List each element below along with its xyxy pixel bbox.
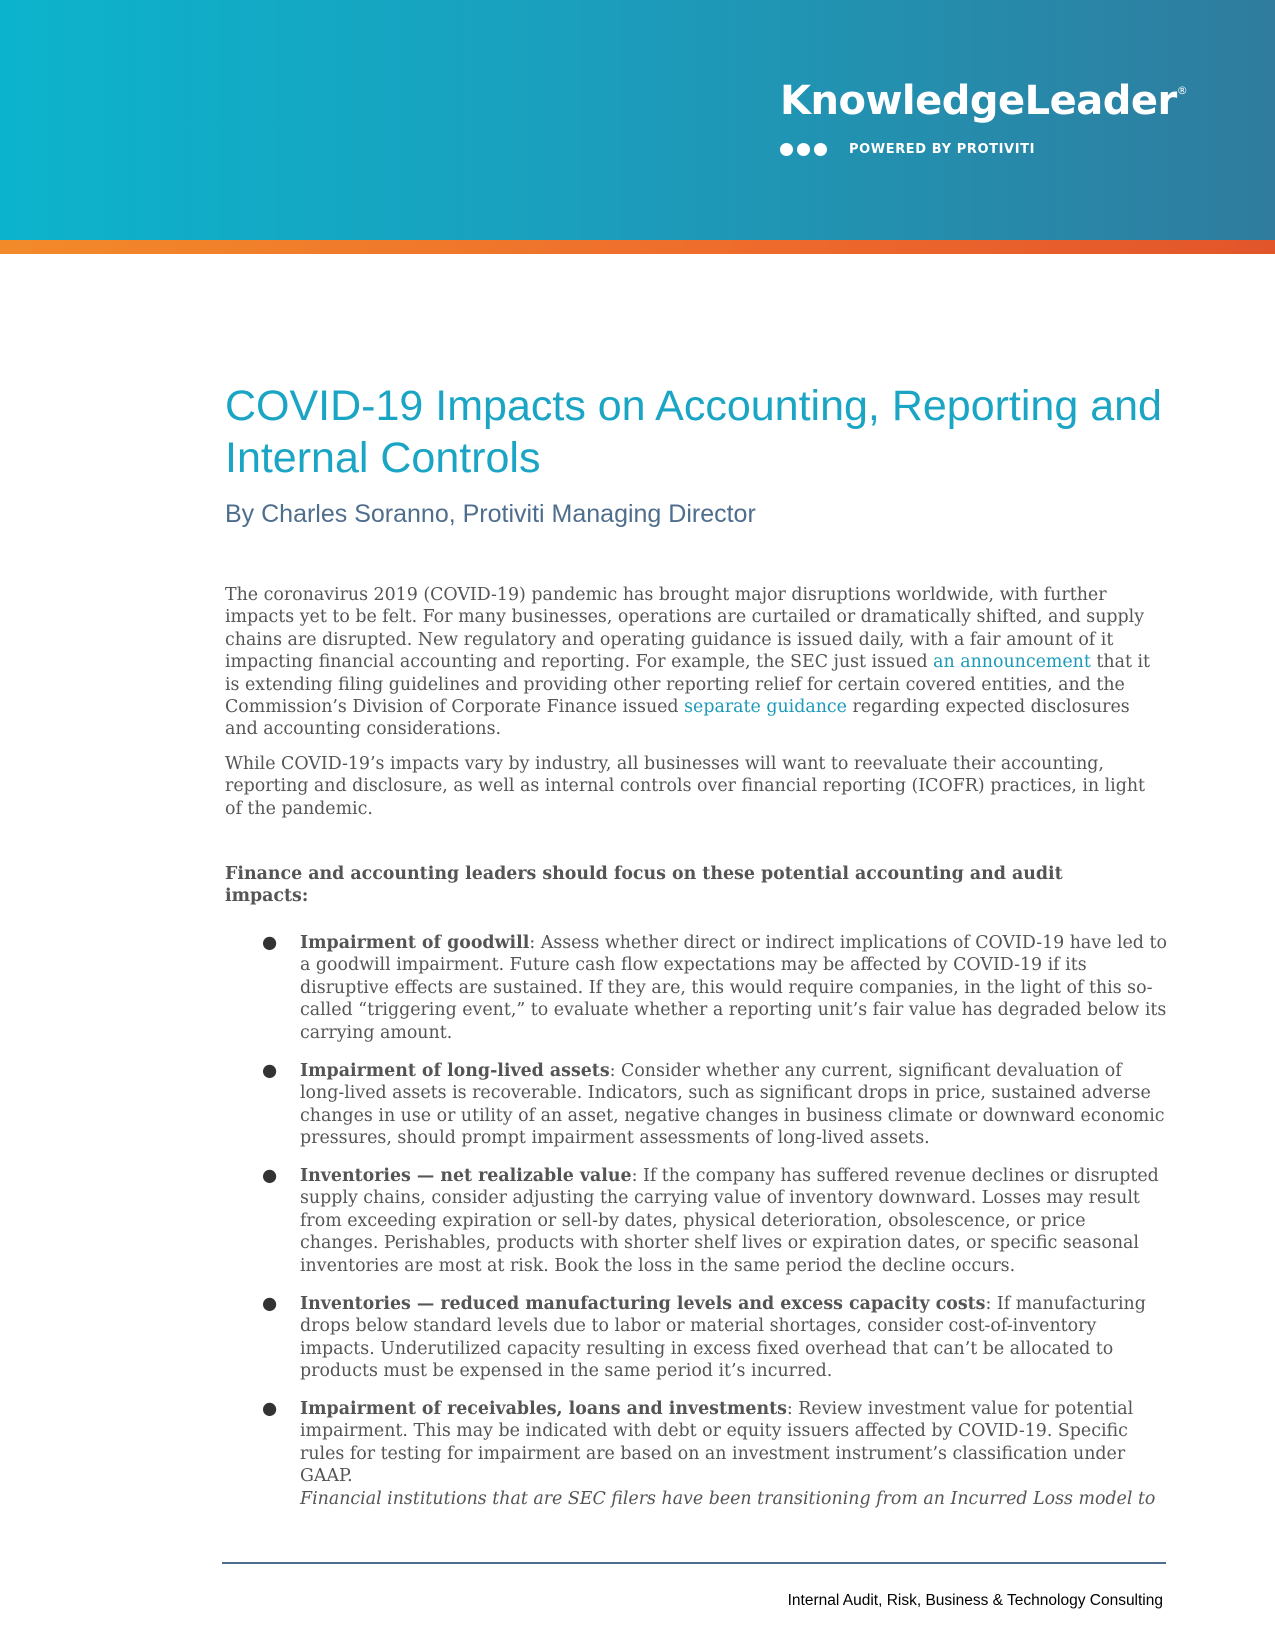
- bullet-icon: ●: [262, 1399, 278, 1419]
- knowledgeleader-logo[interactable]: [780, 78, 1188, 157]
- focus-heading: Finance and accounting leaders should focus on these potential accounting and audit impacts:: [225, 864, 1063, 907]
- bullet-text: : Assess whether direct or indirect implications of COVID-19 have led to a goodwill impairment. Future cash flow expectations may be affected by COVID-19 if its disruptive effects are sustained. If they are, this would require companies, in the light of this so-called “triggering event,” to evaluate whether a reporting unit’s fair value has degraded below its carrying amount.: [300, 933, 1167, 1043]
- list-item: [262, 1398, 1168, 1488]
- bullet-text: : Review investment value for potential impairment. This may be indicated with debt or equity issuers affected by COVID-19. Specific rules for testing for impairment are based on an investment instrument’s classification under GAAP.: [300, 1399, 1134, 1487]
- brand-tagline: POWERED BY PROTIVITI: [849, 142, 1036, 157]
- bullet-icon: ●: [262, 933, 278, 953]
- bullet-title: Inventories — net realizable value: [300, 1166, 632, 1186]
- separate-guidance-link[interactable]: separate guidance: [684, 697, 847, 718]
- italic-note: Financial institutions that are SEC filers have been transitioning from an Incurred Loss model to: [300, 1489, 1156, 1509]
- footer-divider: [222, 1562, 1166, 1564]
- bullet-title: Impairment of receivables, loans and investments: [300, 1399, 787, 1419]
- bullet-title: Impairment of long-lived assets: [300, 1061, 610, 1081]
- intro-paragraph: [225, 584, 1165, 741]
- footer-text: Internal Audit, Risk, Business & Technology Consulting: [787, 1592, 1163, 1609]
- announcement-link[interactable]: an announcement: [933, 652, 1091, 673]
- logo-tagline-row: [780, 142, 1035, 157]
- bullet-title: Impairment of goodwill: [300, 933, 530, 953]
- byline: By Charles Soranno, Protiviti Managing Director: [225, 500, 756, 528]
- second-paragraph: While COVID-19’s impacts vary by industry, all businesses will want to reevaluate their accounting, reporting and disclosure, as well as internal controls over financial reporting (ICOFR) practices, in light of the pandemic.: [225, 754, 1146, 819]
- bullet-text: : If manufacturing drops below standard levels due to labor or material shortages, consider cost-of-inventory impacts. Underutilized capacity resulting in excess fixed overhead that can’t be allocated to products must be expensed in the same period it’s incurred.: [300, 1294, 1146, 1382]
- bullet-icon: ●: [262, 1166, 278, 1186]
- bullet-icon: ●: [262, 1061, 278, 1081]
- list-item: [262, 1165, 1168, 1277]
- list-item: [262, 1293, 1168, 1383]
- three-dots-icon: [780, 143, 827, 156]
- intro-text-3: regarding expected disclosures and accounting considerations.: [225, 697, 1130, 740]
- list-item: [262, 932, 1168, 1044]
- bullet-text: : Consider whether any current, significant devaluation of long-lived assets is recoverable. Indicators, such as significant drops in price, sustained adverse changes in use or utility of an asset, negative changes in business climate or downward economic pressures, should prompt impairment assessments of long-lived assets.: [300, 1061, 1165, 1149]
- bullet-title: Inventories — reduced manufacturing levels and excess capacity costs: [300, 1294, 986, 1314]
- header-accent-stripe: [0, 240, 1275, 254]
- intro-text-2: that it is extending filing guidelines and providing other reporting relief for certain covered entities, and the Commission’s Division of Corporate Finance issued: [225, 652, 1151, 718]
- bullet-icon: ●: [262, 1294, 278, 1314]
- registered-mark: ®: [1176, 84, 1188, 97]
- brand-name: KnowledgeLeader: [780, 78, 1177, 124]
- bullet-text: : If the company has suffered revenue declines or disrupted supply chains, consider adjusting the carrying value of inventory downward. Losses may result from exceeding expiration or sell-by dates, physical deterioration, obsolescence, or price changes. Perishables, products with shorter shelf lives or expiration dates, or specific seasonal inventories are most at risk. Book the loss in the same period the decline occurs.: [300, 1166, 1159, 1276]
- list-item: [262, 1060, 1168, 1150]
- intro-text-1: The coronavirus 2019 (COVID-19) pandemic has brought major disruptions worldwide, with further impacts yet to be felt. For many businesses, operations are curtailed or dramatically shifted, and supply chains are disrupted. New regulatory and operating guidance is issued daily, with a fair amount of it impacting financial accounting and reporting. For example, the SEC just issued: [225, 585, 1145, 673]
- page-title: COVID-19 Impacts on Accounting, Reporting and Internal Controls: [225, 382, 1162, 482]
